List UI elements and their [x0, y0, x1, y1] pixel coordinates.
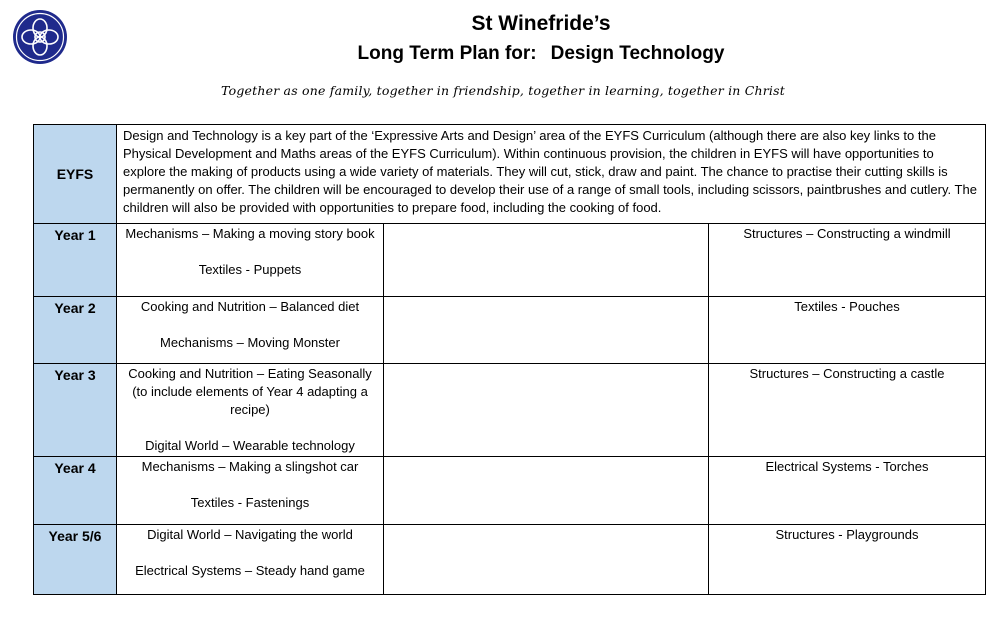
term-2-cell	[384, 297, 709, 364]
term-3-cell: Textiles - Pouches	[709, 297, 986, 364]
school-motto: Together as one family, together in friendship, together in learning, together in Christ	[221, 83, 785, 98]
table-row	[34, 525, 986, 595]
plan-subject: Design Technology	[550, 43, 725, 64]
term-3-cell: Electrical Systems - Torches	[709, 457, 986, 525]
topic-text: Digital World – Wearable technology	[145, 438, 355, 453]
plan-prefix: Long Term Plan for:	[357, 43, 537, 64]
long-term-plan-table	[33, 124, 986, 595]
topic-text: Mechanisms – Making a slingshot car	[141, 459, 359, 474]
topic-text: Electrical Systems – Steady hand game	[135, 563, 365, 578]
year-label: Year 4	[34, 457, 117, 525]
term-3-cell: Structures - Playgrounds	[709, 525, 986, 595]
table-row	[34, 364, 986, 457]
topic-text: Textiles - Puppets	[198, 262, 302, 277]
term-3-cell: Structures – Constructing a windmill	[709, 224, 986, 297]
topic-text: Cooking and Nutrition – Balanced diet	[140, 299, 360, 314]
topic-text: Mechanisms – Making a moving story book	[125, 226, 375, 241]
term-1-cell	[117, 297, 384, 364]
table-row	[34, 224, 986, 297]
term-1-cell	[117, 525, 384, 595]
table-row	[34, 297, 986, 364]
term-2-cell	[384, 224, 709, 297]
term-2-cell	[384, 364, 709, 457]
term-2-cell	[384, 457, 709, 525]
year-label: Year 1	[34, 224, 117, 297]
table-row-eyfs	[34, 125, 986, 224]
year-label: Year 5/6	[34, 525, 117, 595]
year-label: Year 3	[34, 364, 117, 457]
year-label: EYFS	[34, 125, 117, 224]
topic-text: Cooking and Nutrition – Eating Seasonally (to include elements of Year 4 adapting a recipe)	[128, 366, 372, 417]
term-1-cell	[117, 224, 384, 297]
term-3-cell: Structures – Constructing a castle	[709, 364, 986, 457]
school-name: St Winefride’s	[471, 12, 611, 35]
term-1-cell	[117, 364, 384, 457]
topic-text: Mechanisms – Moving Monster	[160, 335, 340, 350]
term-1-cell	[117, 457, 384, 525]
term-2-cell	[384, 525, 709, 595]
plan-title	[0, 43, 992, 65]
table-row	[34, 457, 986, 525]
year-label: Year 2	[34, 297, 117, 364]
eyfs-description: Design and Technology is a key part of the ‘Expressive Arts and Design’ area of the EYFS Curriculum (although there are also key links to the Physical Development and Maths areas of the EYFS Curriculum). Within continuous provision, the children in EYFS will have opportunities to explore the making of products using a wide variety of materials. They will cut, stick, draw and paint. The chance to practise their cutting skills is permanently on offer. The children will be encouraged to develop their use of a range of small tools, including scissors, paintbrushes and cutlery. The children will also be provided with opportunities to prepare food, including the cooking of food.	[117, 125, 986, 224]
topic-text: Digital World – Navigating the world	[147, 527, 353, 542]
topic-text: Textiles - Fastenings	[190, 495, 310, 510]
